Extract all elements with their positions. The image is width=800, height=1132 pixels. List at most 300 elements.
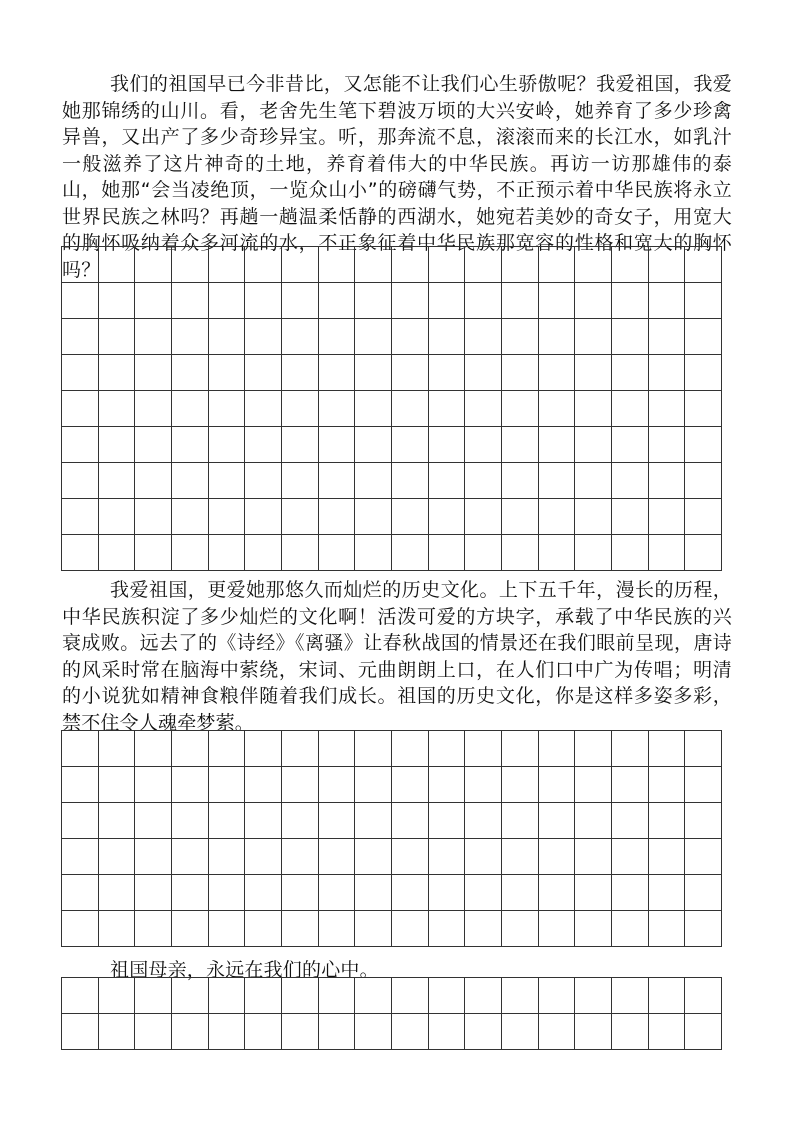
- grid-cell[interactable]: [245, 803, 282, 839]
- grid-cell[interactable]: [282, 875, 319, 911]
- grid-cell[interactable]: [539, 803, 576, 839]
- grid-cell[interactable]: [539, 319, 576, 355]
- grid-cell[interactable]: [649, 319, 686, 355]
- grid-cell[interactable]: [99, 911, 136, 947]
- grid-cell[interactable]: [245, 355, 282, 391]
- grid-cell[interactable]: [99, 391, 136, 427]
- grid-cell[interactable]: [245, 978, 282, 1014]
- writing-grid-1[interactable]: [61, 246, 722, 571]
- grid-cell[interactable]: [319, 427, 356, 463]
- grid-cell[interactable]: [539, 1014, 576, 1050]
- grid-cell[interactable]: [649, 1014, 686, 1050]
- grid-cell[interactable]: [465, 978, 502, 1014]
- grid-cell[interactable]: [612, 839, 649, 875]
- grid-cell[interactable]: [99, 283, 136, 319]
- grid-cell[interactable]: [465, 499, 502, 535]
- grid-cell[interactable]: [355, 911, 392, 947]
- grid-cell[interactable]: [649, 283, 686, 319]
- grid-cell[interactable]: [612, 535, 649, 571]
- grid-cell[interactable]: [539, 355, 576, 391]
- grid-cell[interactable]: [649, 427, 686, 463]
- grid-cell[interactable]: [649, 391, 686, 427]
- grid-cell[interactable]: [209, 767, 246, 803]
- grid-cell[interactable]: [172, 1014, 209, 1050]
- grid-cell[interactable]: [209, 839, 246, 875]
- grid-cell[interactable]: [62, 427, 99, 463]
- grid-cell[interactable]: [62, 767, 99, 803]
- grid-cell[interactable]: [465, 283, 502, 319]
- grid-cell[interactable]: [392, 427, 429, 463]
- grid-cell[interactable]: [135, 283, 172, 319]
- grid-cell[interactable]: [612, 875, 649, 911]
- grid-cell[interactable]: [245, 319, 282, 355]
- grid-cell[interactable]: [502, 319, 539, 355]
- grid-cell[interactable]: [612, 427, 649, 463]
- grid-cell[interactable]: [319, 283, 356, 319]
- grid-cell[interactable]: [209, 911, 246, 947]
- grid-cell[interactable]: [99, 1014, 136, 1050]
- grid-cell[interactable]: [539, 463, 576, 499]
- grid-cell[interactable]: [135, 535, 172, 571]
- grid-cell[interactable]: [209, 731, 246, 767]
- grid-cell[interactable]: [465, 731, 502, 767]
- grid-cell[interactable]: [355, 767, 392, 803]
- grid-cell[interactable]: [465, 427, 502, 463]
- grid-cell[interactable]: [355, 355, 392, 391]
- grid-cell[interactable]: [575, 875, 612, 911]
- grid-cell[interactable]: [172, 391, 209, 427]
- grid-cell[interactable]: [245, 767, 282, 803]
- grid-cell[interactable]: [245, 731, 282, 767]
- grid-cell[interactable]: [245, 839, 282, 875]
- grid-cell[interactable]: [245, 391, 282, 427]
- grid-cell[interactable]: [429, 767, 466, 803]
- grid-cell[interactable]: [649, 803, 686, 839]
- grid-cell[interactable]: [99, 731, 136, 767]
- grid-cell[interactable]: [135, 803, 172, 839]
- grid-cell[interactable]: [62, 499, 99, 535]
- grid-cell[interactable]: [685, 767, 722, 803]
- grid-cell[interactable]: [502, 463, 539, 499]
- grid-cell[interactable]: [355, 978, 392, 1014]
- grid-cell[interactable]: [135, 319, 172, 355]
- grid-cell[interactable]: [245, 535, 282, 571]
- grid-cell[interactable]: [502, 803, 539, 839]
- grid-cell[interactable]: [62, 731, 99, 767]
- grid-cell[interactable]: [612, 319, 649, 355]
- grid-cell[interactable]: [172, 978, 209, 1014]
- grid-cell[interactable]: [319, 911, 356, 947]
- grid-cell[interactable]: [392, 911, 429, 947]
- grid-cell[interactable]: [429, 391, 466, 427]
- grid-cell[interactable]: [135, 499, 172, 535]
- writing-grid-3[interactable]: [61, 977, 722, 1050]
- grid-cell[interactable]: [612, 803, 649, 839]
- grid-cell[interactable]: [62, 1014, 99, 1050]
- grid-cell[interactable]: [282, 1014, 319, 1050]
- grid-cell[interactable]: [172, 875, 209, 911]
- grid-cell[interactable]: [245, 247, 282, 283]
- grid-cell[interactable]: [612, 283, 649, 319]
- grid-cell[interactable]: [135, 355, 172, 391]
- grid-cell[interactable]: [575, 978, 612, 1014]
- grid-cell[interactable]: [465, 319, 502, 355]
- grid-cell[interactable]: [612, 1014, 649, 1050]
- grid-cell[interactable]: [502, 767, 539, 803]
- grid-cell[interactable]: [245, 1014, 282, 1050]
- grid-cell[interactable]: [575, 535, 612, 571]
- grid-cell[interactable]: [392, 247, 429, 283]
- grid-cell[interactable]: [539, 283, 576, 319]
- grid-cell[interactable]: [685, 839, 722, 875]
- grid-cell[interactable]: [135, 247, 172, 283]
- grid-cell[interactable]: [685, 247, 722, 283]
- grid-cell[interactable]: [99, 319, 136, 355]
- grid-cell[interactable]: [172, 355, 209, 391]
- grid-cell[interactable]: [429, 978, 466, 1014]
- grid-cell[interactable]: [135, 839, 172, 875]
- grid-cell[interactable]: [539, 911, 576, 947]
- grid-cell[interactable]: [282, 911, 319, 947]
- grid-cell[interactable]: [355, 463, 392, 499]
- writing-grid-2[interactable]: [61, 730, 722, 947]
- grid-cell[interactable]: [392, 535, 429, 571]
- grid-cell[interactable]: [355, 283, 392, 319]
- grid-cell[interactable]: [502, 978, 539, 1014]
- grid-cell[interactable]: [575, 319, 612, 355]
- grid-cell[interactable]: [539, 499, 576, 535]
- grid-cell[interactable]: [392, 731, 429, 767]
- grid-cell[interactable]: [172, 427, 209, 463]
- grid-cell[interactable]: [355, 1014, 392, 1050]
- grid-cell[interactable]: [282, 767, 319, 803]
- grid-cell[interactable]: [392, 355, 429, 391]
- grid-cell[interactable]: [135, 427, 172, 463]
- grid-cell[interactable]: [209, 535, 246, 571]
- grid-cell[interactable]: [539, 875, 576, 911]
- grid-cell[interactable]: [392, 463, 429, 499]
- grid-cell[interactable]: [575, 499, 612, 535]
- grid-cell[interactable]: [502, 1014, 539, 1050]
- grid-cell[interactable]: [575, 767, 612, 803]
- grid-cell[interactable]: [502, 391, 539, 427]
- grid-cell[interactable]: [685, 427, 722, 463]
- grid-cell[interactable]: [685, 535, 722, 571]
- grid-cell[interactable]: [319, 803, 356, 839]
- grid-cell[interactable]: [319, 319, 356, 355]
- grid-cell[interactable]: [172, 731, 209, 767]
- grid-cell[interactable]: [392, 875, 429, 911]
- grid-cell[interactable]: [319, 978, 356, 1014]
- grid-cell[interactable]: [62, 803, 99, 839]
- grid-cell[interactable]: [355, 535, 392, 571]
- grid-cell[interactable]: [172, 499, 209, 535]
- grid-cell[interactable]: [282, 463, 319, 499]
- grid-cell[interactable]: [429, 803, 466, 839]
- grid-cell[interactable]: [502, 355, 539, 391]
- grid-cell[interactable]: [429, 283, 466, 319]
- grid-cell[interactable]: [649, 731, 686, 767]
- grid-cell[interactable]: [62, 535, 99, 571]
- grid-cell[interactable]: [209, 355, 246, 391]
- grid-cell[interactable]: [172, 535, 209, 571]
- grid-cell[interactable]: [575, 731, 612, 767]
- grid-cell[interactable]: [465, 875, 502, 911]
- grid-cell[interactable]: [465, 247, 502, 283]
- grid-cell[interactable]: [319, 535, 356, 571]
- grid-cell[interactable]: [429, 875, 466, 911]
- grid-cell[interactable]: [649, 911, 686, 947]
- grid-cell[interactable]: [355, 427, 392, 463]
- grid-cell[interactable]: [612, 911, 649, 947]
- grid-cell[interactable]: [135, 731, 172, 767]
- grid-cell[interactable]: [282, 499, 319, 535]
- grid-cell[interactable]: [465, 803, 502, 839]
- grid-cell[interactable]: [62, 355, 99, 391]
- grid-cell[interactable]: [135, 463, 172, 499]
- grid-cell[interactable]: [209, 803, 246, 839]
- grid-cell[interactable]: [172, 463, 209, 499]
- grid-cell[interactable]: [612, 499, 649, 535]
- grid-cell[interactable]: [355, 319, 392, 355]
- grid-cell[interactable]: [685, 319, 722, 355]
- grid-cell[interactable]: [429, 427, 466, 463]
- grid-cell[interactable]: [135, 978, 172, 1014]
- grid-cell[interactable]: [172, 803, 209, 839]
- grid-cell[interactable]: [62, 283, 99, 319]
- grid-cell[interactable]: [209, 427, 246, 463]
- grid-cell[interactable]: [429, 535, 466, 571]
- grid-cell[interactable]: [209, 247, 246, 283]
- grid-cell[interactable]: [649, 463, 686, 499]
- grid-cell[interactable]: [135, 911, 172, 947]
- grid-cell[interactable]: [575, 803, 612, 839]
- grid-cell[interactable]: [465, 391, 502, 427]
- grid-cell[interactable]: [282, 978, 319, 1014]
- grid-cell[interactable]: [392, 839, 429, 875]
- grid-cell[interactable]: [99, 355, 136, 391]
- grid-cell[interactable]: [612, 391, 649, 427]
- grid-cell[interactable]: [685, 499, 722, 535]
- grid-cell[interactable]: [282, 391, 319, 427]
- grid-cell[interactable]: [209, 499, 246, 535]
- grid-cell[interactable]: [392, 391, 429, 427]
- grid-cell[interactable]: [392, 767, 429, 803]
- grid-cell[interactable]: [62, 978, 99, 1014]
- grid-cell[interactable]: [99, 535, 136, 571]
- grid-cell[interactable]: [355, 875, 392, 911]
- grid-cell[interactable]: [685, 978, 722, 1014]
- grid-cell[interactable]: [99, 247, 136, 283]
- grid-cell[interactable]: [209, 391, 246, 427]
- grid-cell[interactable]: [429, 911, 466, 947]
- grid-cell[interactable]: [99, 803, 136, 839]
- grid-cell[interactable]: [649, 535, 686, 571]
- grid-cell[interactable]: [465, 911, 502, 947]
- grid-cell[interactable]: [465, 535, 502, 571]
- grid-cell[interactable]: [319, 875, 356, 911]
- grid-cell[interactable]: [245, 875, 282, 911]
- grid-cell[interactable]: [502, 427, 539, 463]
- grid-cell[interactable]: [319, 731, 356, 767]
- grid-cell[interactable]: [99, 978, 136, 1014]
- grid-cell[interactable]: [575, 463, 612, 499]
- grid-cell[interactable]: [355, 839, 392, 875]
- grid-cell[interactable]: [172, 247, 209, 283]
- grid-cell[interactable]: [319, 1014, 356, 1050]
- grid-cell[interactable]: [245, 283, 282, 319]
- grid-cell[interactable]: [612, 978, 649, 1014]
- grid-cell[interactable]: [502, 499, 539, 535]
- grid-cell[interactable]: [612, 247, 649, 283]
- grid-cell[interactable]: [282, 731, 319, 767]
- grid-cell[interactable]: [209, 283, 246, 319]
- grid-cell[interactable]: [502, 911, 539, 947]
- grid-cell[interactable]: [612, 767, 649, 803]
- grid-cell[interactable]: [172, 839, 209, 875]
- grid-cell[interactable]: [282, 803, 319, 839]
- grid-cell[interactable]: [465, 839, 502, 875]
- grid-cell[interactable]: [245, 499, 282, 535]
- grid-cell[interactable]: [99, 427, 136, 463]
- grid-cell[interactable]: [685, 1014, 722, 1050]
- grid-cell[interactable]: [429, 839, 466, 875]
- grid-cell[interactable]: [649, 499, 686, 535]
- grid-cell[interactable]: [355, 499, 392, 535]
- grid-cell[interactable]: [649, 839, 686, 875]
- grid-cell[interactable]: [685, 731, 722, 767]
- grid-cell[interactable]: [539, 731, 576, 767]
- grid-cell[interactable]: [172, 319, 209, 355]
- grid-cell[interactable]: [282, 427, 319, 463]
- grid-cell[interactable]: [575, 355, 612, 391]
- grid-cell[interactable]: [209, 875, 246, 911]
- grid-cell[interactable]: [685, 355, 722, 391]
- grid-cell[interactable]: [649, 978, 686, 1014]
- grid-cell[interactable]: [685, 463, 722, 499]
- grid-cell[interactable]: [685, 911, 722, 947]
- grid-cell[interactable]: [465, 355, 502, 391]
- grid-cell[interactable]: [319, 355, 356, 391]
- grid-cell[interactable]: [539, 839, 576, 875]
- grid-cell[interactable]: [245, 463, 282, 499]
- grid-cell[interactable]: [465, 463, 502, 499]
- grid-cell[interactable]: [99, 767, 136, 803]
- grid-cell[interactable]: [245, 427, 282, 463]
- grid-cell[interactable]: [319, 391, 356, 427]
- grid-cell[interactable]: [649, 875, 686, 911]
- grid-cell[interactable]: [355, 247, 392, 283]
- grid-cell[interactable]: [502, 535, 539, 571]
- grid-cell[interactable]: [685, 875, 722, 911]
- grid-cell[interactable]: [612, 355, 649, 391]
- grid-cell[interactable]: [429, 355, 466, 391]
- grid-cell[interactable]: [99, 839, 136, 875]
- grid-cell[interactable]: [429, 463, 466, 499]
- grid-cell[interactable]: [319, 463, 356, 499]
- grid-cell[interactable]: [649, 247, 686, 283]
- grid-cell[interactable]: [575, 839, 612, 875]
- grid-cell[interactable]: [282, 839, 319, 875]
- grid-cell[interactable]: [539, 978, 576, 1014]
- grid-cell[interactable]: [282, 355, 319, 391]
- grid-cell[interactable]: [575, 247, 612, 283]
- grid-cell[interactable]: [429, 499, 466, 535]
- grid-cell[interactable]: [429, 247, 466, 283]
- grid-cell[interactable]: [209, 978, 246, 1014]
- grid-cell[interactable]: [612, 463, 649, 499]
- grid-cell[interactable]: [575, 283, 612, 319]
- grid-cell[interactable]: [685, 283, 722, 319]
- grid-cell[interactable]: [612, 731, 649, 767]
- grid-cell[interactable]: [209, 463, 246, 499]
- grid-cell[interactable]: [392, 283, 429, 319]
- grid-cell[interactable]: [649, 355, 686, 391]
- grid-cell[interactable]: [135, 875, 172, 911]
- grid-cell[interactable]: [319, 839, 356, 875]
- grid-cell[interactable]: [209, 319, 246, 355]
- grid-cell[interactable]: [575, 391, 612, 427]
- grid-cell[interactable]: [282, 283, 319, 319]
- grid-cell[interactable]: [282, 535, 319, 571]
- grid-cell[interactable]: [135, 391, 172, 427]
- grid-cell[interactable]: [539, 427, 576, 463]
- grid-cell[interactable]: [502, 247, 539, 283]
- grid-cell[interactable]: [62, 911, 99, 947]
- grid-cell[interactable]: [502, 875, 539, 911]
- grid-cell[interactable]: [649, 767, 686, 803]
- grid-cell[interactable]: [575, 1014, 612, 1050]
- grid-cell[interactable]: [575, 911, 612, 947]
- grid-cell[interactable]: [429, 731, 466, 767]
- grid-cell[interactable]: [429, 319, 466, 355]
- grid-cell[interactable]: [465, 1014, 502, 1050]
- grid-cell[interactable]: [99, 875, 136, 911]
- grid-cell[interactable]: [209, 1014, 246, 1050]
- grid-cell[interactable]: [99, 499, 136, 535]
- grid-cell[interactable]: [392, 319, 429, 355]
- grid-cell[interactable]: [539, 767, 576, 803]
- grid-cell[interactable]: [392, 499, 429, 535]
- grid-cell[interactable]: [172, 911, 209, 947]
- grid-cell[interactable]: [62, 247, 99, 283]
- grid-cell[interactable]: [685, 803, 722, 839]
- grid-cell[interactable]: [62, 839, 99, 875]
- grid-cell[interactable]: [62, 875, 99, 911]
- grid-cell[interactable]: [392, 803, 429, 839]
- grid-cell[interactable]: [539, 535, 576, 571]
- grid-cell[interactable]: [392, 978, 429, 1014]
- grid-cell[interactable]: [392, 1014, 429, 1050]
- grid-cell[interactable]: [429, 1014, 466, 1050]
- grid-cell[interactable]: [355, 391, 392, 427]
- grid-cell[interactable]: [539, 391, 576, 427]
- grid-cell[interactable]: [539, 247, 576, 283]
- grid-cell[interactable]: [62, 319, 99, 355]
- grid-cell[interactable]: [319, 767, 356, 803]
- grid-cell[interactable]: [502, 731, 539, 767]
- grid-cell[interactable]: [62, 463, 99, 499]
- grid-cell[interactable]: [135, 1014, 172, 1050]
- grid-cell[interactable]: [282, 247, 319, 283]
- grid-cell[interactable]: [502, 283, 539, 319]
- grid-cell[interactable]: [685, 391, 722, 427]
- grid-cell[interactable]: [99, 463, 136, 499]
- grid-cell[interactable]: [282, 319, 319, 355]
- grid-cell[interactable]: [502, 839, 539, 875]
- grid-cell[interactable]: [319, 499, 356, 535]
- grid-cell[interactable]: [245, 911, 282, 947]
